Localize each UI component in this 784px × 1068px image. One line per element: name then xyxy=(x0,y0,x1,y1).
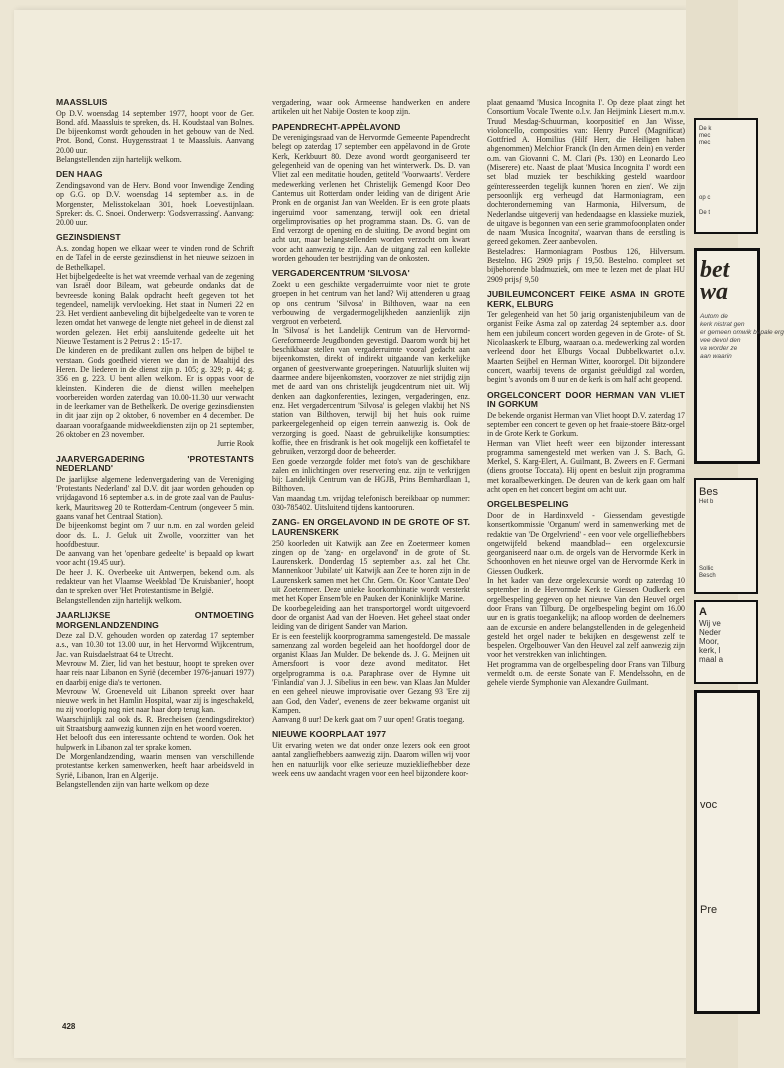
text-zang-2: De koorbegeleiding aan het transportorgel wordt uitgevoerd door de organist Aad van der Hoeven. Het geheel staat onder leiding van de dirigent Sander van Marion. xyxy=(272,603,470,632)
ad-box-2 xyxy=(694,248,784,464)
adjacent-page-strip xyxy=(686,0,784,1068)
text-col3-besteladres: Besteladres: Harmoniagram Postbus 126, Hilversum. Bestelno. HG 2909 prijs ƒ 19,50. Bestelno. compleet set bijbehorende bladmuziek, om mee te lezen met de plaat HU 2909 prijsƒ 9,50 xyxy=(487,246,685,284)
column-3 xyxy=(487,98,685,688)
text-jaarvergadering-note: Belangstellenden zijn hartelijk welkom. xyxy=(56,595,182,605)
text-gezinsdienst-3: De kinderen en de predikant zullen ons helpen de bijbel te verstaan. Gods goedheid vieren we dan in de Maaltijd des Heren. De liederen in de dienst zijn p. 105; g. 329; p. 44; g. 356 en g. 223. U bent allen welkom. Er is oppas voor de kleinsten. Kinderen die de dienst willen meehelpen voorbereiden worden zaterdag van 10.00-11.30 uur verwacht in de leerkamer van de Bethelkerk. De overige gezinsdiensten in dit jaar zijn op 2 oktober, 6 november en 4 december. De daaraan voorafgaande midweekdiensten zijn op 21 september, 26 oktober en 23 november. xyxy=(56,346,254,439)
text-maassluis: Op D.V. woensdag 14 september 1977, hoopt voor de Ger. Bond. afd. Maassluis te spreken, ds. H. Koudstaal van Bolnes. De bijeenkomst wordt gehouden in het gebouw van de Ned. Prot. Bond, Const. Huygensstraat 1 te Maassluis. Aanvang 20.00 uur. xyxy=(56,108,254,155)
text-gezinsdienst-2: Het bijbelgedeelte is het wat vreemde verhaal van de zegening van Israël door Bileam, wat gebeurde ondanks dat de bevreesde koning Balak opdracht heeft gegeven tot het tegendeel, namelijk vervloeking. Het staat in Numeri 22 en 23. Het verdient aanbeveling dit bijbelgedeelte van te voren te lezen omdat het vanwege de lengte niet geheel in de dienst zal worden gelezen. Het erbij aansluitende gedeelte uit het Nieuwe Testament is 2 Petrus 2 : 15-17. xyxy=(56,271,254,347)
text-morgenland-4: Waarschijnlijk zal ook ds. R. Brecheisen (zendingsdirektor) uit Straatsburg aanwezig kunnen zijn en het woord voeren. xyxy=(56,714,254,734)
text-morgenland-2: Mevrouw M. Zier, lid van het bestuur, hoopt te spreken over haar reis naar Libanon en Syrië (december 1976-januari 1977) en daarbij enige dia's te vertonen. xyxy=(56,659,254,687)
ad1-line-c: mec xyxy=(699,140,711,146)
ad1-line-b: mec xyxy=(699,133,711,139)
ad-box-5 xyxy=(694,690,760,1014)
page-number: 428 xyxy=(62,1022,76,1031)
ad3-line-c: Sollic xyxy=(699,566,714,572)
text-morgenland-1: Deze zal D.V. gehouden worden op zaterdag 17 september a.s., van 10.30 tot 13.00 uur, in het Hervormd Wijkcentrum, Jac. van Ruisdaelstraat 64 te Utrecht. xyxy=(56,631,254,659)
ad1-line-a: De k xyxy=(699,126,712,132)
text-morgenland-note: Belangstellenden zijn van harte welkom op deze xyxy=(56,779,209,789)
text-silvosa-1: Zoekt u een geschikte vergaderruimte voor niet te grote groepen in het centrum van het land? Wij attenderen u graag op ons centrum 'Silvosa' in Bilthoven, waar na een verbouwing de vergadermogelijkheden aanzienlijk zijn vergroot en verbeterd. xyxy=(272,279,470,327)
text-col3-intro: plaat genaamd 'Musica Incognita I'. Op deze plaat zingt het Consortium Vocale Twente o.l.v. Jan Heijmink Liesert m.m.v. Truud Mesdag-Schuurman, koorpositief en Jan Wisse, violoncello, composities van: Henry Purcel (Magnificat) Gottfried A. Homilius (Hilf Herr, die Heiligen haben abgenommen) Melchior Franck (In den Armen dein) en verder o.m. van Giovanni C. M. Clari (Ps. 130) en Leonardo Leo (Miserere) etc. Naast de plaat 'Musica Incognita I' wordt een set blad muziek ter beschikking gesteld waardoor geïnteresseerden tegelijk kunnen 'horen en zien'. We zijn persoonlijk erg verheugd dat Harmoniagram, een dochteronderneming van Harmonia, Hilversum, de Nederlandse uitgeverij van hedendaagse en klassieke muziek, de uitgave is begonnen van een serie grammofoonplaten onder de naam 'Musica Incognita', waarvan thans de eerstling is gereed gekomen. Zeer aanbevolen. xyxy=(487,98,685,247)
text-morgenland-6: De Morgenlandzending, waarin mensen van verschillende protestantse kerken samenwerken, heeft haar arbeidsveld in Syrië, Libanon, Iran en Algerije. xyxy=(56,751,254,780)
text-jaarvergadering-4: De heer J. K. Overbeeke uit Antwerpen, bekend o.m. als redakteur van het Vlaamse Weekblad 'De Kruisbanier', hoopt dan te spreken over 'Het Protestantisme in België. xyxy=(56,567,254,596)
heading-orgelbespeling: ORGELBESPELING xyxy=(487,499,569,510)
ad4-line-d: Moor, xyxy=(699,637,720,646)
heading-jaarvergadering: JAARVERGADERING 'PROTESTANTS NEDERLAND' xyxy=(56,453,254,474)
ad3-line-b: Het b xyxy=(699,499,714,505)
text-jaarvergadering-2: De bijeenkomst begint om 7 uur n.m. en zal worden geleid door ds. L. J. Geluk uit Zwolle, voorzitter van het hoofdbestuur. xyxy=(56,521,254,549)
text-jubileumconcert: Ter gelegenheid van het 50 jarig organistenjubileum van de organist Feike Asma zal op zaterdag 24 september a.s. door hem een jubileum concert worden gegeven in de Grote- of St. Nicolaaskerk te Elburg, waaraan o.a. medewerking zal worden verleend door het Elburgs Vocaal Dubbelkwartet o.l.v. Maarten Seijbel en Herman Witter, koororgel. Dit bijzondere concert, waarbij tevens de organist geëuldigd zal worden, begint 's avonds om 8 uur en de kerk is om half acht geopend. xyxy=(487,310,685,385)
column-2 xyxy=(272,98,470,778)
text-col2-intro: vergadering, waar ook Armeense handwerken en andere artikelen uit het Nabije Oosten te koop zijn. xyxy=(272,98,470,117)
heading-zang-orgelavond: ZANG- EN ORGELAVOND IN DE GROTE OF ST. LAURENSKERK xyxy=(272,517,470,537)
text-jaarvergadering-1: De jaarlijkse algemene ledenvergadering van de Vereniging 'Protestants Nederland' zal D.V. dit jaar worden gehouden op vrijdagavond 16 september a.s. in de grote zaal van de Paulus-kerk, Mauritsweg 20 te Rotterdam-Centrum (ongeveer 5 min. gaans vanaf het Centraal Station). xyxy=(56,474,254,521)
text-jaarvergadering-3: De aanvang van het 'openbare gedeelte' is bepaald op kwart voor acht (19.45 uur). xyxy=(56,549,254,568)
text-gezinsdienst-1: A.s. zondag hopen we elkaar weer te vinden rond de Schrift en de Tafel in de eerste gezinsdienst in het nieuwe seizoen in de Bethelkapel. xyxy=(56,244,254,272)
ad4-line-f: maal a xyxy=(699,655,724,664)
heading-koorplaat: NIEUWE KOORPLAAT 1977 xyxy=(272,729,387,740)
text-orgelbespeling-3: Het programma van de orgelbespeling door Frans van Tilburg vermeldt o.m. de eerste Sonate van F. Mendelssohn, en de gehele vierde Symphonie van Alexandre Guilmant. xyxy=(487,659,685,688)
heading-gezinsdienst: GEZINSDIENST xyxy=(56,232,121,243)
column-1 xyxy=(56,98,254,789)
ad5-line-a: voc xyxy=(700,799,718,811)
heading-orgelconcert: ORGELCONCERT DOOR HERMAN VAN VLIET IN GORKUM xyxy=(487,389,685,410)
ad2-headline-1: bet xyxy=(700,257,730,283)
heading-maassluis: MAASSLUIS xyxy=(56,97,108,107)
ad2-body: Autom de kerk nistrat gen er gemeen omwik bepale erg vee devol den va worder ze aan waarin xyxy=(700,313,784,360)
text-papendrecht: De verenigingsraad van de Hervormde Gemeente Papendrecht belegt op zaterdag 17 september een appèlavond in de Grote Kerk, Kerkbuurt 80. Deze avond wordt georganiseerd ter gelegenheid van de opening van het winterwerk. Ds. D. van Vliet zal een meditatie houden, getiteld 'Voorwaarts'. Verdere medewerking verlenen het Christelijk Gemengd Koor Deo Cantemus uit Rotterdam onder leiding van de dirigent Arie Pronk en de organist Jan van Weelden. Er is een grote plaats ingeruimd voor samenzang, terwijl ook een drietal orgelimprovisaties op het programma staan. Ds. G. van de End verzorgt de opening en de sluiting. De avond begint om acht uur, maar belangstellenden worden verzocht om kwart voor acht aanwezig te zijn. Aan de uitgang zal een kollekte worden gehouden ter bestrijding van de onkosten. xyxy=(272,133,470,264)
ad5-line-b: Pre xyxy=(700,904,718,916)
ad4-line-e: kerk, l xyxy=(699,646,721,655)
ad4-line-b: Wij ve xyxy=(699,619,721,628)
text-maassluis-note: Belangstellenden zijn hartelijk welkom. xyxy=(56,155,182,165)
ad2-headline-2: wa xyxy=(700,279,729,305)
text-orgelbespeling-2: In het kader van deze orgelexcursie wordt op zaterdag 10 september in de Hervormde Kerk te Giessen Oudkerk een orgelbespeling gegeven op het nieuwe Van den Heuvel orgel door Frans van Tilburg. De orgelbespeling begint om 16.00 uur en is gratis toegankelijk; na afloop worden de deelnemers aan de excursie en andere belangstellenden in de gelegenheid gesteld het orgel nader te bekijken en desgewenst zelf te bespelen. Orgelbouwer Van den Heuvel zal zelf aanwezig zijn voor het verstrekken van inlichtingen. xyxy=(487,576,685,660)
ad-box-4 xyxy=(694,600,758,684)
text-morgenland-5: Het belooft dus een interessante ochtend te worden. Ook het hulpwerk in Libanon zal ter sprake komen. xyxy=(56,733,254,752)
ad4-title: A xyxy=(699,606,707,618)
heading-papendrecht: PAPENDRECHT-APPÈLAVOND xyxy=(272,121,401,132)
text-orgelbespeling-1: Door de in Hardinxveld - Giessendam gevestigde konsertkommissie 'Organum' werd in samenwerking met de redaktie van 'De Orgelvriend' - een voor vele orgelliefhebbers ongetwijfeld bekend maandblad-- een orgelexcursie georganiseerd naar o.m. de orgels van de Hervormde Kerk in Schoonhoven en het nieuwe orgel van de Hervormde Kerk in Giessen Oudkerk. xyxy=(487,510,685,576)
text-zang-4: Aanvang 8 uur! De kerk gaat om 7 uur open! Gratis toegang. xyxy=(272,715,465,725)
text-silvosa-2: In 'Silvosa' is het Landelijk Centrum van de Hervormd-Gereformeerde Jeugdbonden gevestigd. Daarom wordt bij het beschikbaar stellen van vergaderruimte vooral gedacht aan bijeenkomsten, direkt of indirekt uitgaande van kerkelijke organen of geestverwante groeperingen. Natuurlijk sluiten wij daarmee andere bijeenkomsten, voorzover ze niet strijdig zijn met de aard van ons christelijk jeugdcentrum niet uit. Wij denken aan dagkonferenties, lezingen, vergaderingen, enz. enz. Het vergadercentrum 'Silvosa' is gelegen vlakbij het NS station van Bilthoven, terwijl bij het huis ook ruime parkeergelegenheid op eigen terrein aanwezig is. Ook de verzorging is goed. Naast de gebruikelijke konsumpties: koffie, thee en frisdrank is het ook mogelijk een koffietafel te gebruiken, verzorgd door de beheerder. xyxy=(272,326,470,457)
magazine-page xyxy=(14,10,686,1058)
text-zang-3: Er is een feestelijk koorprogramma samengesteld. De massale samenzang zal worden begeleid aan het hoofdorgel door de organist Klaas Jan Mulder. De bekende ds. J. G. Meijnen uit Amersfoort is voor deze avond meditator. Het orgelprogramma is o.a. Paraphrase over de Hymne uit 'Finlandia' van J. J. Sibelius in een bew. van Klaas Jan Mulder en een geheel nieuwe improvisatie over Gezang 93 'Ere zij aan God, den Vader', evenens de zeer bekwame organist uit Kampen. xyxy=(272,631,470,715)
text-zang-1: 250 koorleden uit Katwijk aan Zee en Zoetermeer komen zingen op de 'zang- en orgelavond' in de grote of St. Laurenskerk. Donderdag 15 september a.s. zal het Chr. Mannenkoor 'Jubilate' uit Katwijk aan Zee te horen zijn in de Laurenskerk samen met het Chr. Gem. Or. Koor 'Cantate Deo' uit Zoetermeer. Deze unieke koorkombinatie wordt versterkt met het Koper Ensem'ble en Pauken der Koninklijke Marine. xyxy=(272,538,470,604)
signature-jurrie-rook: Jurrie Rook xyxy=(216,439,254,449)
ad3-line-d: Besch xyxy=(699,573,716,579)
ad1-line-e: De t xyxy=(699,210,711,216)
text-den-haag: Zendingsavond van de Herv. Bond voor Inwendige Zending op G.G. op D.V. woensdag 14 september a.s. in de Morgenster, Melisstokelaan 301, hoek Loevestijnlaan. Spreker: ds. C. Snoei. Onderwerp: 'Godsverrassing'. Aanvang: 20.00 uur. xyxy=(56,180,254,228)
text-koorplaat: Uit ervaring weten we dat onder onze lezers ook een groot aantal zangliefhebbers aanwezig zijn. Daarom willen wij voor hen en natuurlijk voor elke serieuze muziekliefhebber deze week eens uw aandacht vragen voor een heel bijzondere koor- xyxy=(272,741,470,778)
ad-box-3 xyxy=(694,478,758,594)
ad3-title: Bes xyxy=(699,486,718,498)
text-morgenland-3: Mevrouw W. Groeneveld uit Libanon spreekt over haar nieuwe werk in het Hamlin Hospital, waar zij is ingeschakeld, nu zij voorlopig nog niet naar haar dorp terug kan. xyxy=(56,686,254,715)
ad-box-1 xyxy=(694,118,758,234)
text-silvosa-4: Van maandag t.m. vrijdag telefonisch bereikbaar op nummer: 030-785402. Uitsluitend tijdens kantooruren. xyxy=(272,493,470,513)
heading-silvosa: VERGADERCENTRUM 'SILVOSA' xyxy=(272,268,410,279)
ad1-line-d: op c xyxy=(699,195,711,201)
text-silvosa-3: Een goede verzorgde folder met foto's van de geschikbare zalen en inlichtingen over reservering enz. zijn te verkrijgen bij: Landelijk Centrum van de HGJB, Prins Bernhardlaan 1, Bilthoven. xyxy=(272,456,470,494)
text-orgelconcert-1: De bekende organist Herman van Vliet hoopt D.V. zaterdag 17 september een concert te geven op het fraaie-stoere Bätz-orgel in de Grote Kerk te Gorkum. xyxy=(487,410,685,439)
heading-jubileumconcert: JUBILEUMCONCERT FEIKE ASMA IN GROTE KERK, ELBURG xyxy=(487,288,685,309)
heading-den-haag: DEN HAAG xyxy=(56,169,103,180)
ad4-line-c: Neder xyxy=(699,628,721,637)
text-orgelconcert-2: Herman van Vliet heeft weer een bijzonder interessant programma samengesteld met werken van J. S. Bach, G. Merkel, S. Karg-Elert, A. Guilmant, B. Zweers en F. Germani (diens grootse Toccata). Hij opent en besluit zijn programma met koraalbewerkingen. De deuren van de kerk gaan om half acht open en het concert begint om acht uur. xyxy=(487,438,685,495)
heading-morgenlandzending: JAARLIJKSE ONTMOETING MORGENLANDZENDING xyxy=(56,609,254,630)
